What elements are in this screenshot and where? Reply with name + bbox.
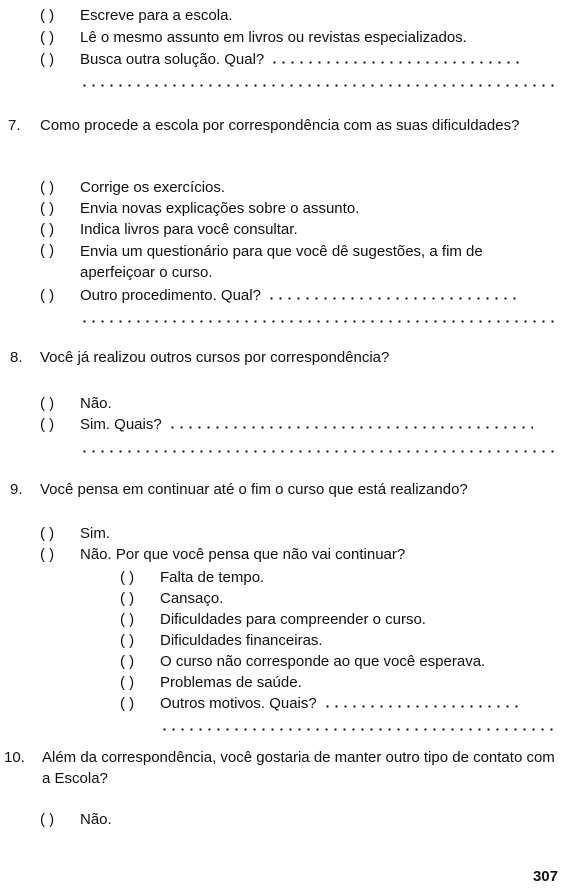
checkbox[interactable]: ( ) [120,611,135,628]
page-number: 307 [532,868,558,885]
option-label-with-blank [80,415,533,435]
fill-in-blank[interactable] [323,705,523,708]
checkbox[interactable]: ( ) [120,632,135,649]
option-label: Envia um questionário para que você dê sugestões, a fim de aperfeiçoar o curso. [80,243,483,281]
question-number: 9. [10,481,23,498]
fill-in-blank[interactable] [168,426,533,429]
sub-option-label: Cansaço. [160,590,224,607]
question-text: Além da correspondência, você gostaria de manter outro tipo de contato com a Escola? [42,749,555,787]
checkbox[interactable]: ( ) [40,525,55,542]
checkbox[interactable]: ( ) [40,242,55,259]
question-number: 8. [10,349,23,366]
option-label: Não. Por que você pensa que não vai continuar? [80,546,406,563]
option-label: Escreve para a escola. [80,7,233,24]
option-label: Corrige os exercícios. [80,179,226,196]
sub-option-label: Problemas de saúde. [160,674,302,691]
question-number: 7. [8,117,21,134]
option-label: Busca outra solução. Qual? [80,51,265,68]
option-label-with-blank [80,50,520,70]
checkbox[interactable]: ( ) [120,674,135,691]
checkbox[interactable]: ( ) [40,416,55,433]
fill-in-blank-line[interactable] [80,450,558,453]
checkbox[interactable]: ( ) [120,569,135,586]
option-label-with-blank [80,286,517,306]
question-number: 10. [4,749,25,766]
checkbox[interactable]: ( ) [120,695,135,712]
fill-in-blank-line[interactable] [80,84,558,87]
checkbox[interactable]: ( ) [40,7,55,24]
sub-option-label: Outros motivos. Quais? [160,695,317,712]
checkbox[interactable]: ( ) [40,200,55,217]
fill-in-blank[interactable] [270,61,520,64]
checkbox[interactable]: ( ) [40,179,55,196]
option-label: Outro procedimento. Qual? [80,287,261,304]
sub-option-label: Dificuldades financeiras. [160,632,323,649]
option-label: Sim. [80,525,110,542]
option-label: Não. [80,395,112,412]
fill-in-blank-line[interactable] [80,320,558,323]
checkbox[interactable]: ( ) [120,653,135,670]
checkbox[interactable]: ( ) [40,29,55,46]
fill-in-blank[interactable] [267,297,517,300]
option-label: Envia novas explicações sobre o assunto. [80,200,360,217]
checkbox[interactable]: ( ) [120,590,135,607]
checkbox[interactable]: ( ) [40,51,55,68]
sub-option-label-with-blank [160,694,523,714]
question-text: Você já realizou outros cursos por correspondência? [40,349,390,366]
option-label: Sim. Quais? [80,416,162,433]
checkbox[interactable]: ( ) [40,546,55,563]
checkbox[interactable]: ( ) [40,395,55,412]
fill-in-blank-line[interactable] [160,728,558,731]
option-label: Não. [80,811,112,828]
sub-option-label: Falta de tempo. [160,569,265,586]
checkbox[interactable]: ( ) [40,287,55,304]
option-label: Indica livros para você consultar. [80,221,298,238]
question-text: Você pensa em continuar até o fim o curso que está realizando? [40,481,468,498]
option-label: Lê o mesmo assunto em livros ou revistas especializados. [80,29,467,46]
sub-option-label: Dificuldades para compreender o curso. [160,611,426,628]
sub-option-label: O curso não corresponde ao que você esperava. [160,653,486,670]
checkbox[interactable]: ( ) [40,811,55,828]
checkbox[interactable]: ( ) [40,221,55,238]
question-text: Como procede a escola por correspondência com as suas dificuldades? [40,117,520,134]
